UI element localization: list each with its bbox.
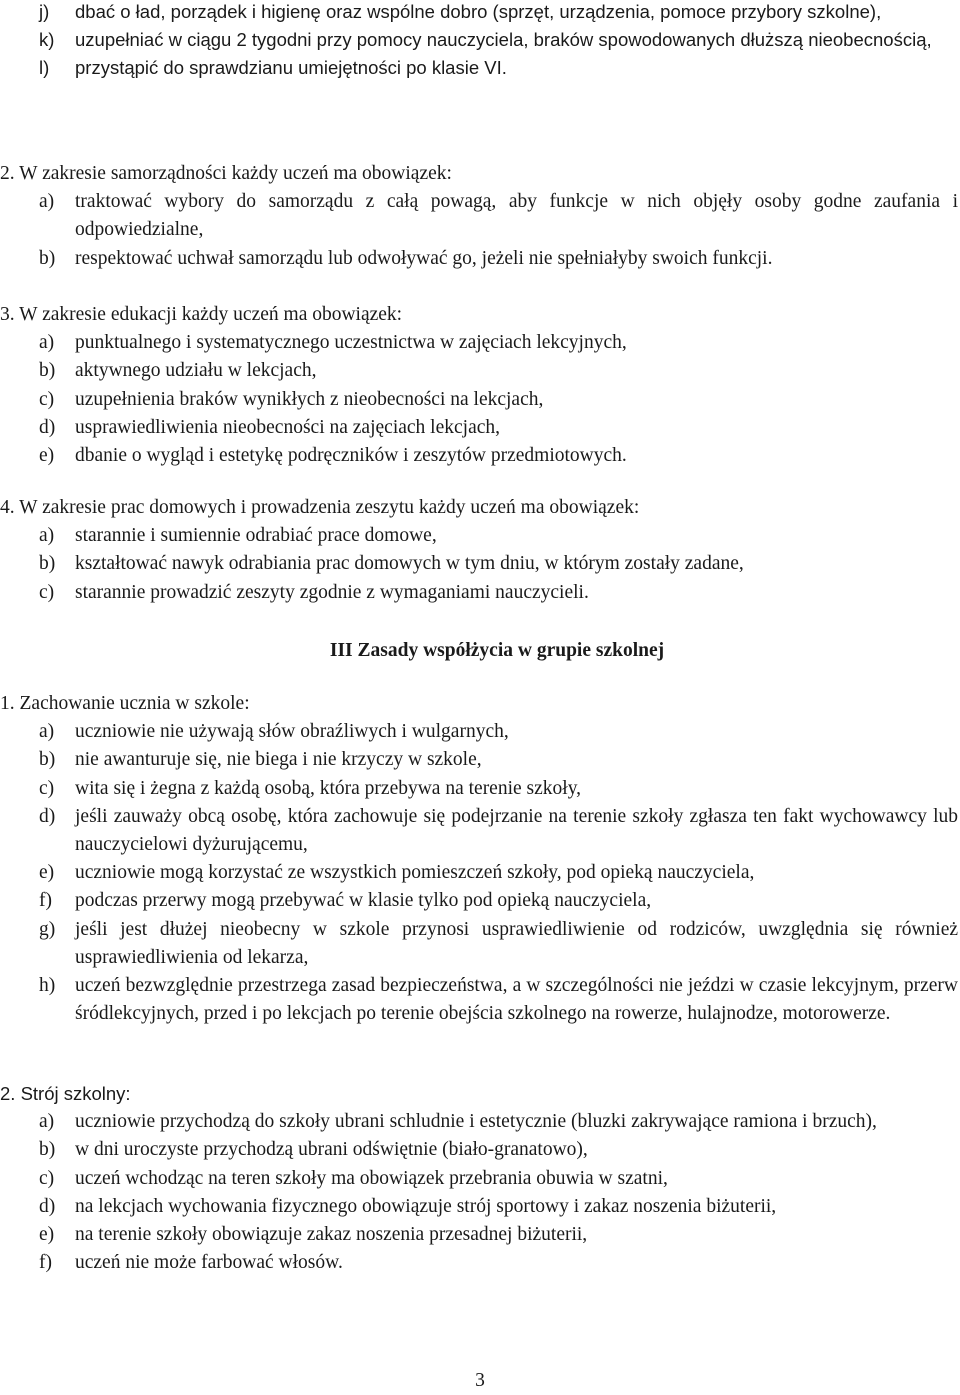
dress-section (0, 1080, 960, 1277)
item-text: przystąpić do sprawdzianu umiejętności po klasie VI. (75, 57, 507, 79)
list-item (0, 1249, 960, 1277)
item-text: kształtować nawyk odrabiania prac domowych w tym dniu, w którym zostały zadane, (75, 553, 744, 575)
item-text: uzupełniać w ciągu 2 tygodni przy pomocy nauczyciela, braków spowodowanych dłuższą nieobecnością, (75, 29, 932, 51)
list-item (0, 329, 960, 357)
section-heading: 1. Zachowanie ucznia w szkole: (0, 693, 250, 714)
item-marker: a) (39, 191, 55, 213)
item-marker: c) (39, 388, 55, 410)
item-marker: c) (39, 581, 55, 603)
list-item (0, 1136, 960, 1164)
list-item (0, 442, 960, 470)
item-marker: b) (39, 1139, 56, 1161)
item-text: starannie i sumiennie odrabiać prace domowe, (75, 525, 437, 547)
item-text: punktualnego i systematycznego uczestnictwa w zajęciach lekcyjnych, (75, 332, 627, 354)
item-marker: f) (39, 1252, 52, 1274)
list-item (0, 972, 960, 1028)
item-text: w dni uroczyste przychodzą ubrani odświętnie (biało-granatowo), (75, 1139, 588, 1161)
list-item (0, 579, 960, 607)
item-marker: a) (39, 332, 55, 354)
page-number: 3 (475, 1370, 485, 1391)
list-item (0, 887, 960, 915)
list-item (0, 718, 960, 746)
item-marker: b) (39, 749, 56, 771)
item-marker: e) (39, 445, 55, 467)
list-item (0, 245, 960, 273)
item-text: jeśli jest dłużej nieobecny w szkole przynosi usprawiedliwienie od rodziców, uwzględnia się również usprawiedliwienia od lekarza, (75, 918, 958, 968)
item-marker: d) (39, 416, 56, 438)
item-marker: a) (39, 525, 55, 547)
item-marker: j) (39, 1, 50, 22)
list-item (0, 1165, 960, 1193)
item-text: nie awanturuje się, nie biega i nie krzyczy w szkole, (75, 749, 482, 771)
section-heading: 2. Strój szkolny: (0, 1083, 131, 1104)
top-list (0, 0, 960, 83)
section-2 (0, 160, 960, 273)
item-marker: f) (39, 890, 52, 912)
section-4 (0, 494, 960, 607)
list-item (0, 1193, 960, 1221)
item-marker: c) (39, 1167, 55, 1189)
item-marker: b) (39, 247, 56, 269)
item-text: respektować uchwał samorządu lub odwoływać go, jeżeli nie spełniałyby swoich funkcji. (75, 247, 773, 269)
item-text: na terenie szkoły obowiązuje zakaz noszenia przesadnej biżuterii, (75, 1224, 588, 1246)
list-item (0, 0, 960, 26)
chapter-title: III Zasady współżycia w grupie szkolnej (329, 640, 665, 661)
list-item (0, 386, 960, 414)
item-text: podczas przerwy mogą przebywać w klasie tylko pod opieką nauczyciela, (75, 890, 652, 912)
item-marker: h) (39, 975, 56, 997)
list-item (0, 550, 960, 578)
item-marker: a) (39, 721, 55, 743)
list-item (0, 188, 960, 244)
item-text: na lekcjach wychowania fizycznego obowiązuje strój sportowy i zakaz noszenia biżuterii, (75, 1195, 777, 1217)
item-text: wita się i żegna z każdą osobą, która przebywa na terenie szkoły, (75, 777, 582, 799)
behaviour-section (0, 690, 960, 1028)
section-3 (0, 301, 960, 470)
item-text: uczeń nie może farbować włosów. (75, 1252, 343, 1274)
item-marker: l) (39, 57, 50, 79)
item-text: traktować wybory do samorządu z całą powagą, aby funkcje w nich objęły osoby godne zaufania i odpowiedzialne, (75, 191, 958, 241)
item-text: uczniowie nie używają słów obraźliwych i wulgarnych, (75, 721, 509, 743)
section-heading: 4. W zakresie prac domowych i prowadzenia zeszytu każdy uczeń ma obowiązek: (0, 497, 640, 518)
item-text: aktywnego udziału w lekcjach, (75, 360, 317, 382)
item-text: uzupełnienia braków wynikłych z nieobecności na lekcjach, (75, 388, 544, 410)
list-item (0, 1221, 960, 1249)
list-item (0, 522, 960, 550)
item-text: uczeń wchodząc na teren szkoły ma obowiązek przebrania obuwia w szatni, (75, 1167, 668, 1189)
list-item (0, 414, 960, 442)
list-item (0, 54, 960, 82)
item-marker: b) (39, 360, 56, 382)
item-marker: e) (39, 1224, 55, 1246)
section-heading: 3. W zakresie edukacji każdy uczeń ma obowiązek: (0, 304, 403, 325)
list-item (0, 916, 960, 972)
item-text: starannie prowadzić zeszyty zgodnie z wymaganiami nauczycieli. (75, 581, 589, 603)
item-text: uczniowie przychodzą do szkoły ubrani schludnie i estetycznie (bluzki zakrywające ramiona i brzuch), (75, 1111, 877, 1133)
list-item (0, 775, 960, 803)
item-marker: b) (39, 553, 56, 575)
item-marker: d) (39, 805, 56, 827)
item-text: usprawiedliwienia nieobecności na zajęciach lekcjach, (75, 416, 501, 438)
item-marker: a) (39, 1111, 55, 1133)
list-item (0, 746, 960, 774)
item-marker: e) (39, 862, 55, 884)
item-marker: g) (39, 918, 56, 940)
item-marker: k) (39, 29, 55, 51)
item-marker: c) (39, 777, 55, 799)
item-text: uczniowie mogą korzystać ze wszystkich pomieszczeń szkoły, pod opieką nauczyciela, (75, 862, 755, 884)
list-item (0, 357, 960, 385)
item-text: uczeń bezwzględnie przestrzega zasad bezpieczeństwa, a w szczególności nie jeździ w czasie lekcyjnym, przerw śródlekcyjnych, przed i po lekcjach po terenie obejścia szkolnego na rowerze, hulajnodze, motorowerze. (75, 975, 958, 1025)
list-item (0, 859, 960, 887)
list-item (0, 803, 960, 859)
item-text: dbanie o wygląd i estetykę podręczników i zeszytów przedmiotowych. (75, 445, 627, 467)
item-marker: d) (39, 1195, 56, 1217)
list-item (0, 26, 960, 54)
list-item (0, 1108, 960, 1136)
item-text: dbać o ład, porządek i higienę oraz wspólne dobro (sprzęt, urządzenia, pomoce przybory szkolne), (75, 1, 882, 22)
item-text: jeśli zauważy obcą osobę, która zachowuje się podejrzanie na terenie szkoły zgłasza ten fakt wychowawcy lub nauczycielowi dyżurującemu, (75, 805, 958, 856)
section-heading: 2. W zakresie samorządności każdy uczeń ma obowiązek: (0, 163, 452, 184)
